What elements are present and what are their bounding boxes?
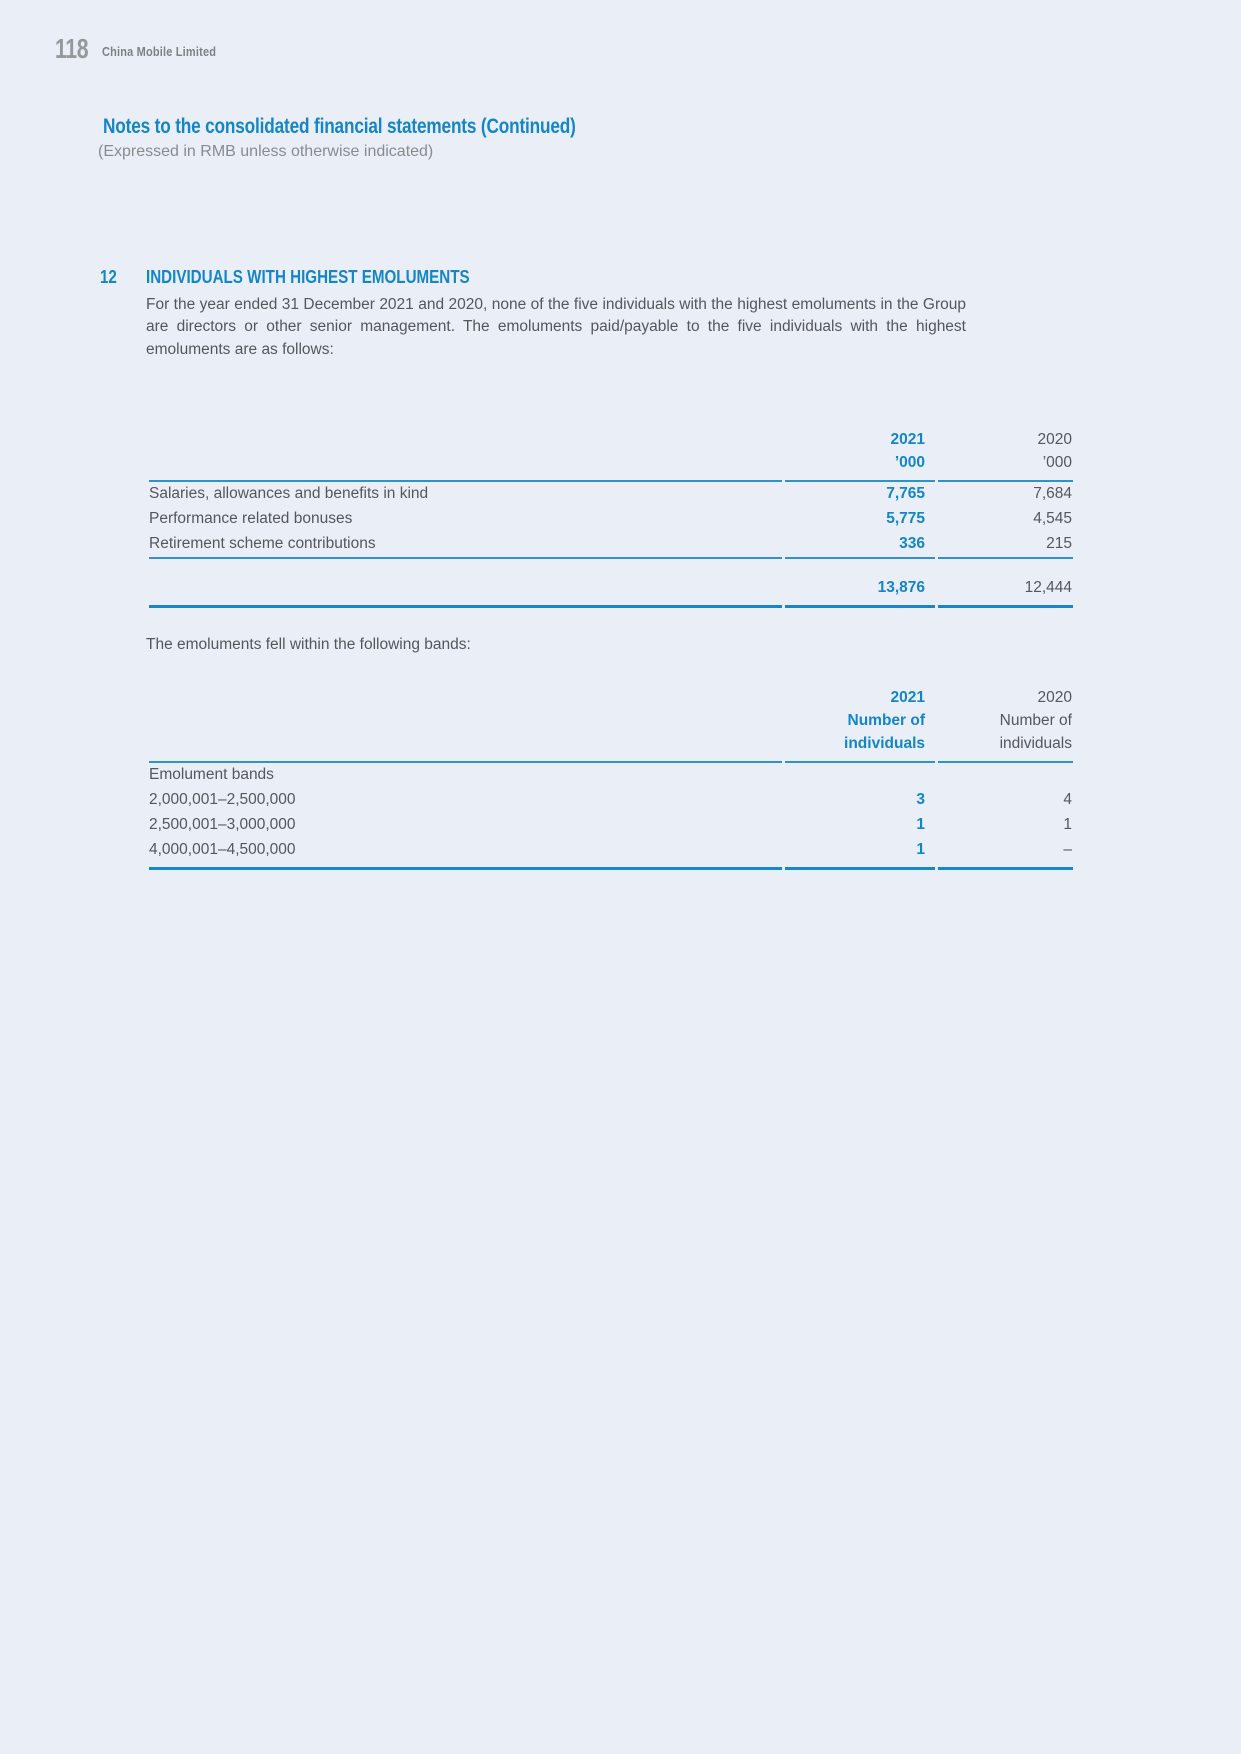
section-heading: INDIVIDUALS WITH HIGHEST EMOLUMENTS [146,266,470,287]
band-value-2020: 1 [1063,816,1072,833]
band-value-2020: – [938,838,1073,871]
header-empty-cell [149,424,782,482]
bands-intro-text: The emoluments fell within the following bands: [146,636,471,653]
row-value-2020: 215 [938,532,1073,559]
section-number: 12 [100,266,117,287]
document-title [103,115,679,139]
header-2021-line2: Number of [847,711,925,729]
bands-header-row [149,682,1073,763]
header-2020-line3: individuals [999,734,1072,752]
table-row [149,788,1073,813]
table-row [149,838,1073,871]
header-2020-unit: ’000 [1042,453,1072,471]
header-2020-line2: Number of [999,711,1072,729]
table-row [149,813,1073,838]
bands-table [146,682,1076,870]
company-name-text: China Mobile Limited [102,45,217,59]
emoluments-header-row [149,424,1073,482]
table-row [149,532,1073,559]
total-value-2020: 12,444 [938,576,1073,609]
group-label: Emolument bands [149,766,274,783]
group-label-row [149,763,1073,788]
header-2020-year: 2020 [1037,688,1072,706]
row-value-2020: 7,684 [1033,485,1072,502]
header-2020-year: 2020 [1037,430,1072,448]
document-title-text: Notes to the consolidated financial statements (Continued) [103,115,576,138]
page-number-text: 118 [55,33,89,64]
header-2021-cell [785,682,935,763]
table-row [149,482,1073,507]
total-label [149,576,782,609]
document-subtitle: (Expressed in RMB unless otherwise indicated) [98,143,434,160]
table-row [149,507,1073,532]
emoluments-table-grid [146,424,1076,608]
emoluments-table [146,424,1076,608]
section-paragraph: For the year ended 31 December 2021 and 2020, none of the five individuals with the highest emoluments in the Group are directors or other senior management. The emoluments paid/payable to the five individuals with the highest emoluments are as follows: [146,296,966,358]
total-row [149,576,1073,609]
header-2021-year: 2021 [890,688,925,706]
header-2021-unit: ’000 [894,453,925,471]
spacer-row [149,559,1073,576]
page-number [55,33,99,65]
band-label: 4,000,001–4,500,000 [149,838,782,871]
row-label: Retirement scheme contributions [149,532,782,559]
header-2021-year: 2021 [890,430,925,448]
company-name [102,45,232,59]
total-value-2021: 13,876 [785,576,935,609]
band-label: 2,000,001–2,500,000 [149,791,296,808]
band-value-2021: 1 [785,838,935,871]
row-label: Salaries, allowances and benefits in kind [149,485,429,502]
row-value-2020: 4,545 [1033,510,1072,527]
band-value-2020: 4 [1063,791,1072,808]
row-value-2021: 5,775 [886,510,925,527]
band-value-2021: 3 [916,791,925,808]
band-value-2021: 1 [916,816,925,833]
header-empty-cell [149,682,782,763]
header-2021-cell [785,424,935,482]
row-value-2021: 7,765 [886,485,925,502]
header-2021-line3: individuals [844,734,925,752]
header-2020-cell [938,424,1073,482]
bands-table-grid [146,682,1076,870]
row-value-2021: 336 [785,532,935,559]
header-2020-cell [938,682,1073,763]
row-label: Performance related bonuses [149,510,353,527]
band-label: 2,500,001–3,000,000 [149,816,296,833]
